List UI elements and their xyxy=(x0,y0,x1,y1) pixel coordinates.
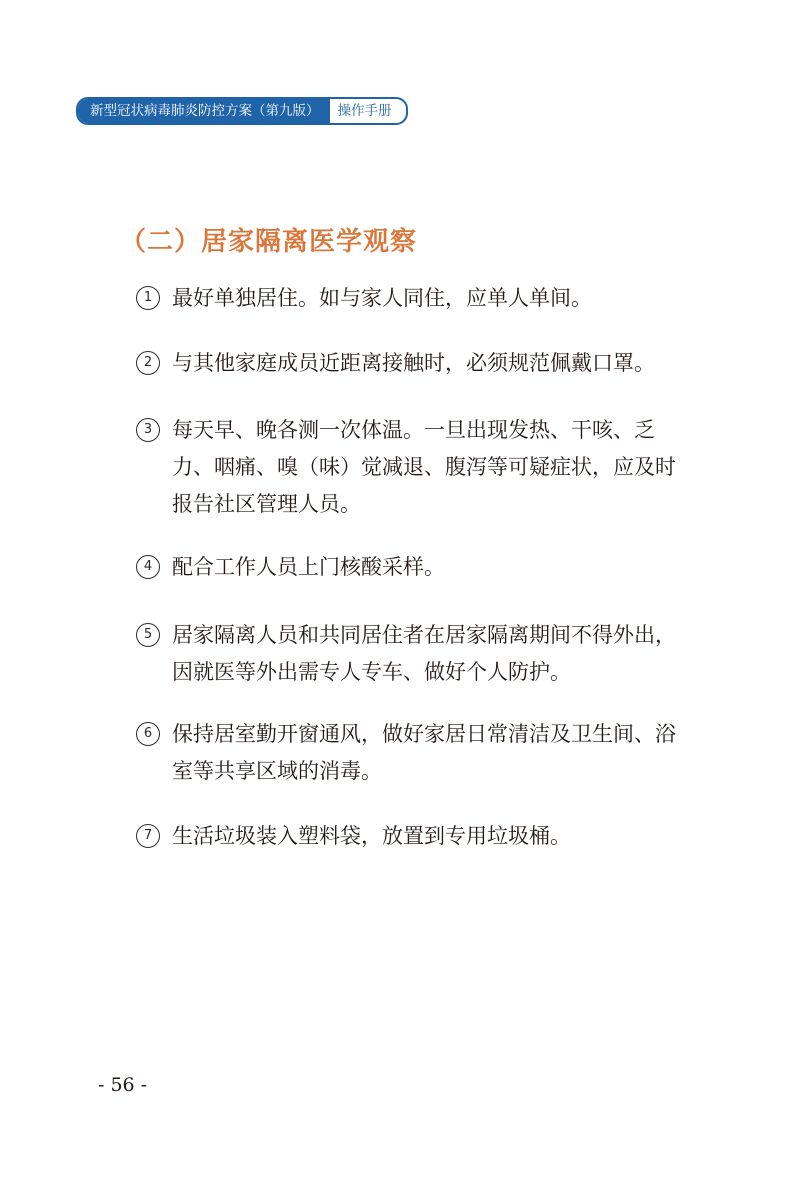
item-text: 每天早、晚各测一次体温。一旦出现发热、干咳、乏力、咽痛、嗅（味）觉减退、腹泻等可疑症状，应及时报告社区管理人员。 xyxy=(172,418,676,516)
item-number-badge: 3 xyxy=(136,418,160,442)
header-banner xyxy=(76,97,408,125)
item-number-badge: 4 xyxy=(136,555,160,579)
item-text: 保持居室勤开窗通风，做好家居日常清洁及卫生间、浴室等共享区域的消毒。 xyxy=(172,722,676,783)
page-number: - 56 - xyxy=(98,1074,148,1096)
header-title: 新型冠状病毒肺炎防控方案（第九版） xyxy=(78,99,330,123)
list-item-1 xyxy=(136,280,696,317)
item-number-badge: 1 xyxy=(136,286,160,310)
item-number-badge: 7 xyxy=(136,824,160,848)
item-number-badge: 2 xyxy=(136,351,160,375)
item-text: 配合工作人员上门核酸采样。 xyxy=(172,555,445,579)
item-text: 生活垃圾装入塑料袋，放置到专用垃圾桶。 xyxy=(172,824,571,848)
list-item-3 xyxy=(136,412,696,523)
list-item-7 xyxy=(136,818,696,855)
item-text: 与其他家庭成员近距离接触时，必须规范佩戴口罩。 xyxy=(172,351,655,375)
item-number-badge: 5 xyxy=(136,623,160,647)
list-item-6 xyxy=(136,716,696,790)
list-item-4 xyxy=(136,549,696,586)
list-item-5 xyxy=(136,617,696,691)
item-text: 最好单独居住。如与家人同住，应单人单间。 xyxy=(172,286,592,310)
item-text: 居家隔离人员和共同居住者在居家隔离期间不得外出，因就医等外出需专人专车、做好个人防护。 xyxy=(172,623,676,684)
list-item-2 xyxy=(136,345,696,382)
section-title: （二）居家隔离医学观察 xyxy=(120,227,418,257)
item-number-badge: 6 xyxy=(136,722,160,746)
header-tag-label: 操作手册 xyxy=(337,103,392,119)
